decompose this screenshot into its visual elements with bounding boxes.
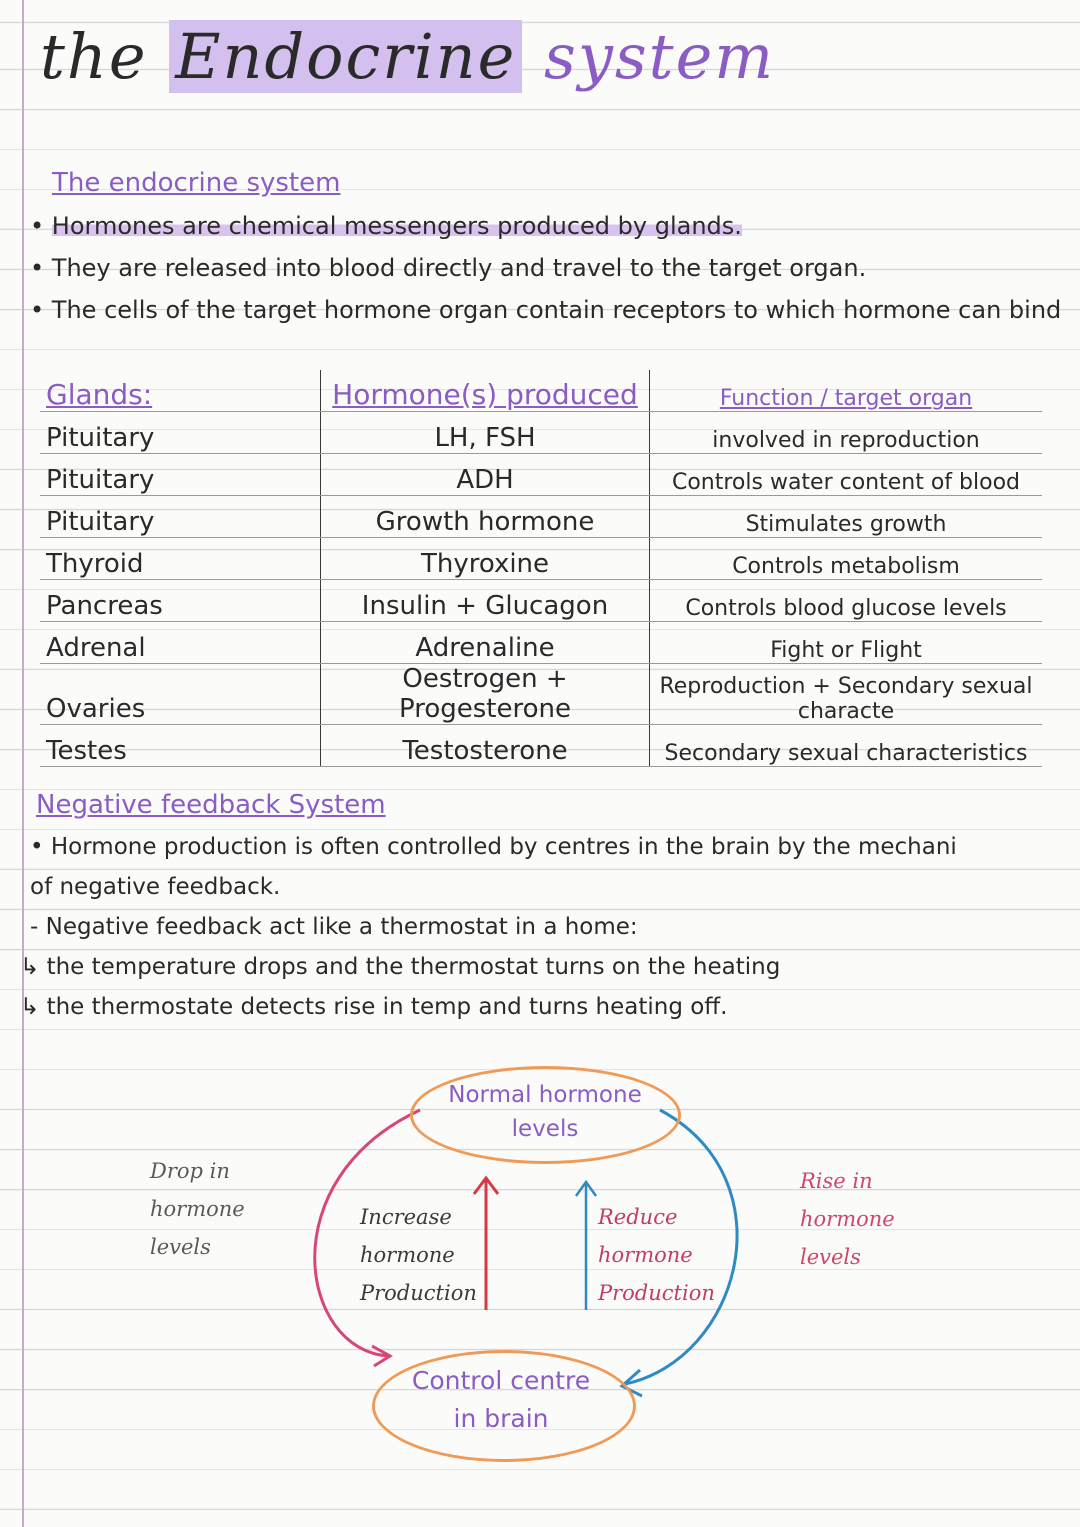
title-word-1: the [40,20,148,93]
header-function: Function / target organ [650,370,1043,412]
table-row: Pituitary ADH Controls water content of blood [40,454,1042,496]
feedback-line-3: - Negative feedback act like a thermostat in a home: [30,914,638,940]
title-word-2: Endocrine [169,20,522,93]
table-header-row [40,370,1042,412]
drop-levels-label: Drop in hormone levels [150,1159,245,1259]
glands-table [40,370,1042,767]
feedback-line-4: ↳ the temperature drops and the thermostat turns on the heating [20,954,781,980]
feedback-heading: Negative feedback System [36,790,386,820]
intro-bullet-3: • The cells of the target hormone organ contain receptors to which hormone can bind [30,296,1062,324]
table-row: Testes Testosterone Secondary sexual characteristics [40,725,1042,767]
table-row: Pituitary LH, FSH involved in reproduction [40,412,1042,454]
page-title [40,20,775,93]
feedback-line-5: ↳ the thermostate detects rise in temp and turns heating off. [20,994,728,1020]
table-row: Pituitary Growth hormone Stimulates growth [40,496,1042,538]
header-hormones: Hormone(s) produced [321,370,650,412]
rise-levels-label: Rise in hormone levels [800,1169,895,1269]
intro-bullet-2: • They are released into blood directly and travel to the target organ. [30,254,867,282]
normal-levels-label: Normal hormone levels [448,1082,642,1142]
title-word-3: system [544,20,776,93]
table-row: Thyroid Thyroxine Controls metabolism [40,538,1042,580]
table-row: Adrenal Adrenaline Fight or Flight [40,622,1042,664]
intro-heading: The endocrine system [52,168,341,198]
feedback-line-1: • Hormone production is often controlled by centres in the brain by the mechani [30,834,957,860]
table-row: Ovaries Oestrogen + Progesterone Reproduction + Secondary sexual characte [40,664,1042,725]
feedback-line-2: of negative feedback. [30,874,281,900]
increase-production-label: Increase hormone Production [360,1205,477,1305]
control-centre-label: Control centre in brain [411,1366,591,1433]
header-glands: Glands: [40,370,321,412]
reduce-production-label: Reduce hormone Production [598,1205,715,1305]
intro-bullet-1: • Hormones are chemical messengers produced by glands. [30,212,742,240]
table-row: Pancreas Insulin + Glucagon Controls blood glucose levels [40,580,1042,622]
